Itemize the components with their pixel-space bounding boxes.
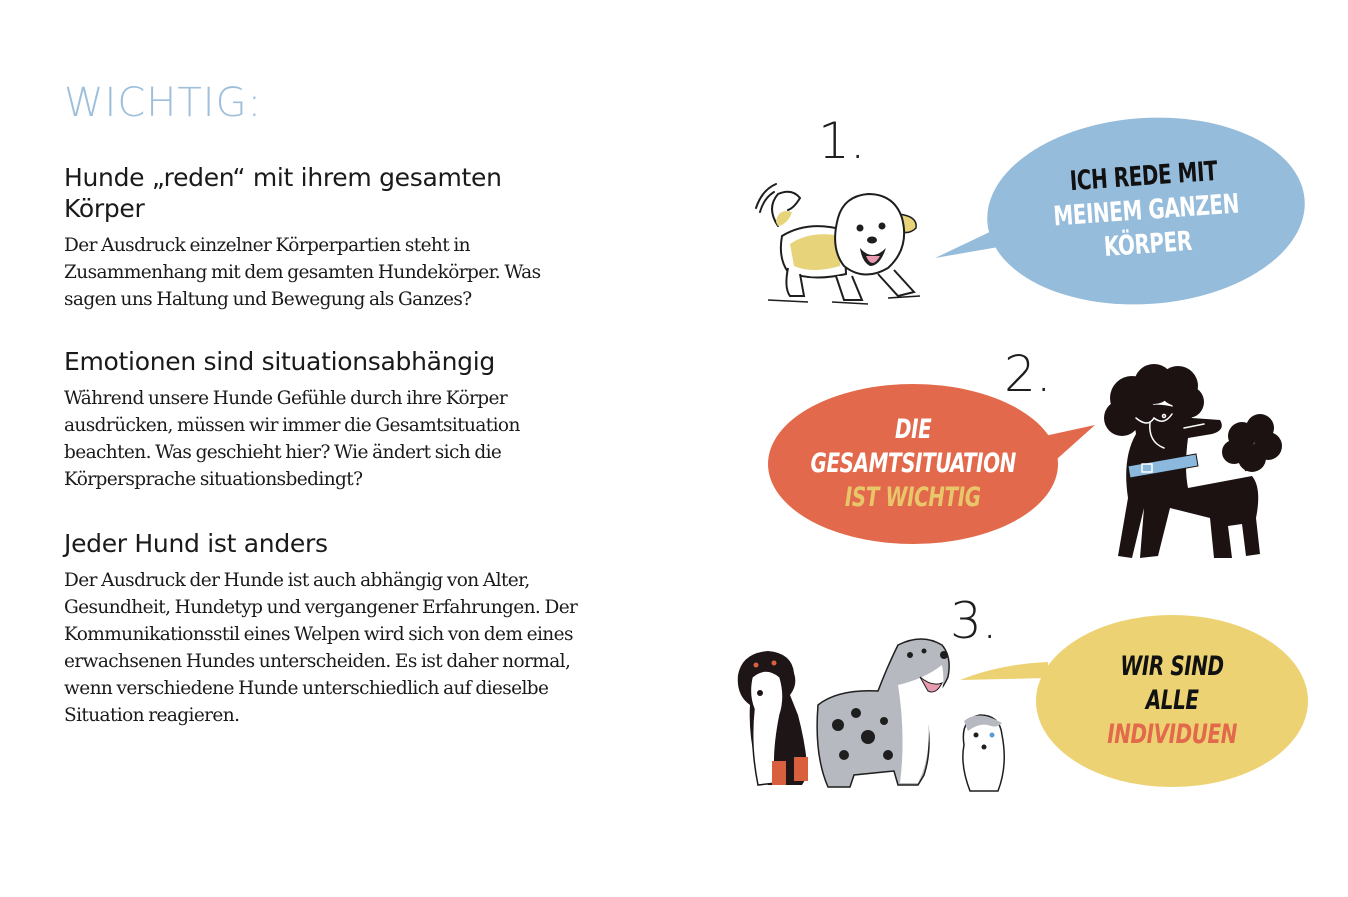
section-heading: Emotionen sind situationsabhängig bbox=[64, 347, 495, 376]
speech-bubble-yellow bbox=[1036, 615, 1308, 787]
bubble-line: IST WICHTIG bbox=[845, 482, 981, 513]
section-individual bbox=[64, 528, 594, 729]
three-dogs-icon bbox=[728, 625, 1038, 800]
bubble-line: ICH REDE MIT bbox=[1068, 155, 1219, 198]
section-body: Der Ausdruck einzelner Körperpartien steht in Zusammenhang mit dem gesamten Hundekörper. Was sagen uns Haltung und Bewegung als Ganzes? bbox=[64, 235, 541, 310]
bubble-line: INDIVIDUEN bbox=[1107, 719, 1237, 750]
black-poodle-icon bbox=[1092, 358, 1312, 568]
white-fluffy-dog-icon bbox=[748, 178, 928, 308]
section-heading: Jeder Hund ist anders bbox=[64, 529, 328, 558]
number-label: 3. bbox=[950, 592, 998, 650]
speech-bubble-blue bbox=[981, 107, 1311, 315]
bubble-line: ALLE bbox=[1145, 685, 1199, 716]
section-whole-body bbox=[64, 162, 594, 313]
section-body: Der Ausdruck der Hunde ist auch abhängig von Alter, Gesundheit, Hundetyp und vergangener Erfahrungen. Der Kommunikationsstil eines Welpen wird sich von dem eines erwachsenen Hundes unterscheiden. Es ist daher normal, wenn verschiedene Hunde unterschiedlich auf dieselbe Situation reagieren. bbox=[64, 570, 578, 726]
page-title: WICHTIG: bbox=[64, 80, 263, 126]
section-situation bbox=[64, 346, 594, 493]
bubble-line: DIE bbox=[894, 414, 932, 445]
section-heading: Hunde „reden“ mit ihrem gesamten Körper bbox=[64, 163, 502, 223]
number-label: 2. bbox=[1004, 345, 1052, 403]
bubble-line: KÖRPER bbox=[1103, 225, 1194, 263]
number-label: 1. bbox=[818, 112, 866, 170]
bubble-line: MEINEM GANZEN bbox=[1052, 188, 1240, 233]
bubble-line: WIR SIND bbox=[1120, 651, 1224, 682]
section-body: Während unsere Hunde Gefühle durch ihre Körper ausdrücken, müssen wir immer die Gesamtsituation beachten. Was geschieht hier? Wie ändert sich die Körpersprache situationsbedingt? bbox=[64, 388, 520, 490]
speech-bubble-red bbox=[768, 384, 1058, 544]
bubble-line: GESAMTSITUATION bbox=[810, 448, 1016, 479]
